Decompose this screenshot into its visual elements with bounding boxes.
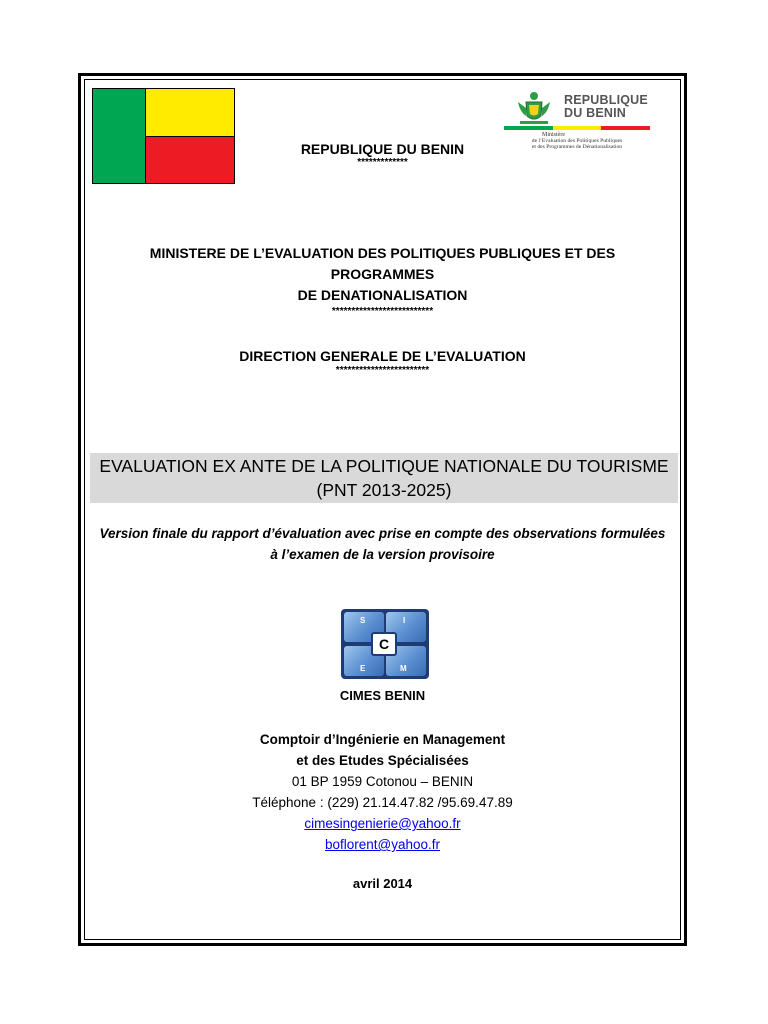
flag-yellow-band <box>146 89 234 137</box>
ministry-line-2: DE DENATIONALISATION <box>297 287 468 303</box>
postal-address: 01 BP 1959 Cotonou – BENIN <box>291 774 474 789</box>
separator-stars: ************************ <box>335 365 430 376</box>
company-line-2: et des Etudes Spécialisées <box>296 753 469 768</box>
cimes-center-letter: C <box>371 632 397 656</box>
cimes-tile: E <box>344 646 384 676</box>
country-heading <box>84 141 681 169</box>
email-link-1[interactable]: cimesingenierie@yahoo.fr <box>304 816 461 831</box>
benin-flag <box>92 88 235 184</box>
email-link-2[interactable]: boflorent@yahoo.fr <box>324 837 441 852</box>
country-name: REPUBLIQUE DU BENIN <box>300 141 465 157</box>
contact-block <box>84 771 681 855</box>
report-title-line-2: (PNT 2013-2025) <box>316 480 452 500</box>
cimes-logo <box>341 609 429 679</box>
cimes-tile: I <box>386 612 426 642</box>
report-title <box>90 453 678 503</box>
cimes-tile: S <box>344 612 384 642</box>
company-name <box>84 729 681 771</box>
subtitle-line-2: à l’examen de la version provisoire <box>270 547 495 562</box>
coat-of-arms-icon <box>514 90 554 126</box>
report-date: avril 2014 <box>352 876 413 891</box>
ministry-heading <box>84 243 681 318</box>
report-subtitle <box>84 523 681 565</box>
separator-stars: ************************** <box>331 306 434 317</box>
company-line-1: Comptoir d’Ingénierie en Management <box>259 732 506 747</box>
logo-subtitle: Ministère de l’Evaluation des Politiques Publiques et des Programmes de Dénationalisation <box>531 132 623 150</box>
logo-title: REPUBLIQUE DU BENIN <box>564 93 648 120</box>
ministry-line-1: MINISTERE DE L’EVALUATION DES POLITIQUES PUBLIQUES ET DES PROGRAMMES <box>149 245 616 282</box>
logo-color-bar <box>504 126 650 130</box>
direction-heading <box>84 348 681 377</box>
phone-number: Téléphone : (229) 21.14.47.82 /95.69.47.89 <box>252 795 513 810</box>
cimes-name: CIMES BENIN <box>339 688 426 703</box>
direction-name: DIRECTION GENERALE DE L’EVALUATION <box>239 348 526 364</box>
separator-stars: ************* <box>357 157 408 168</box>
cimes-tile: M <box>386 646 426 676</box>
report-title-line-1: EVALUATION EX ANTE DE LA POLITIQUE NATIONALE DU TOURISME <box>99 456 669 476</box>
subtitle-line-1: Version finale du rapport d’évaluation avec prise en compte des observations formulées <box>99 526 666 541</box>
